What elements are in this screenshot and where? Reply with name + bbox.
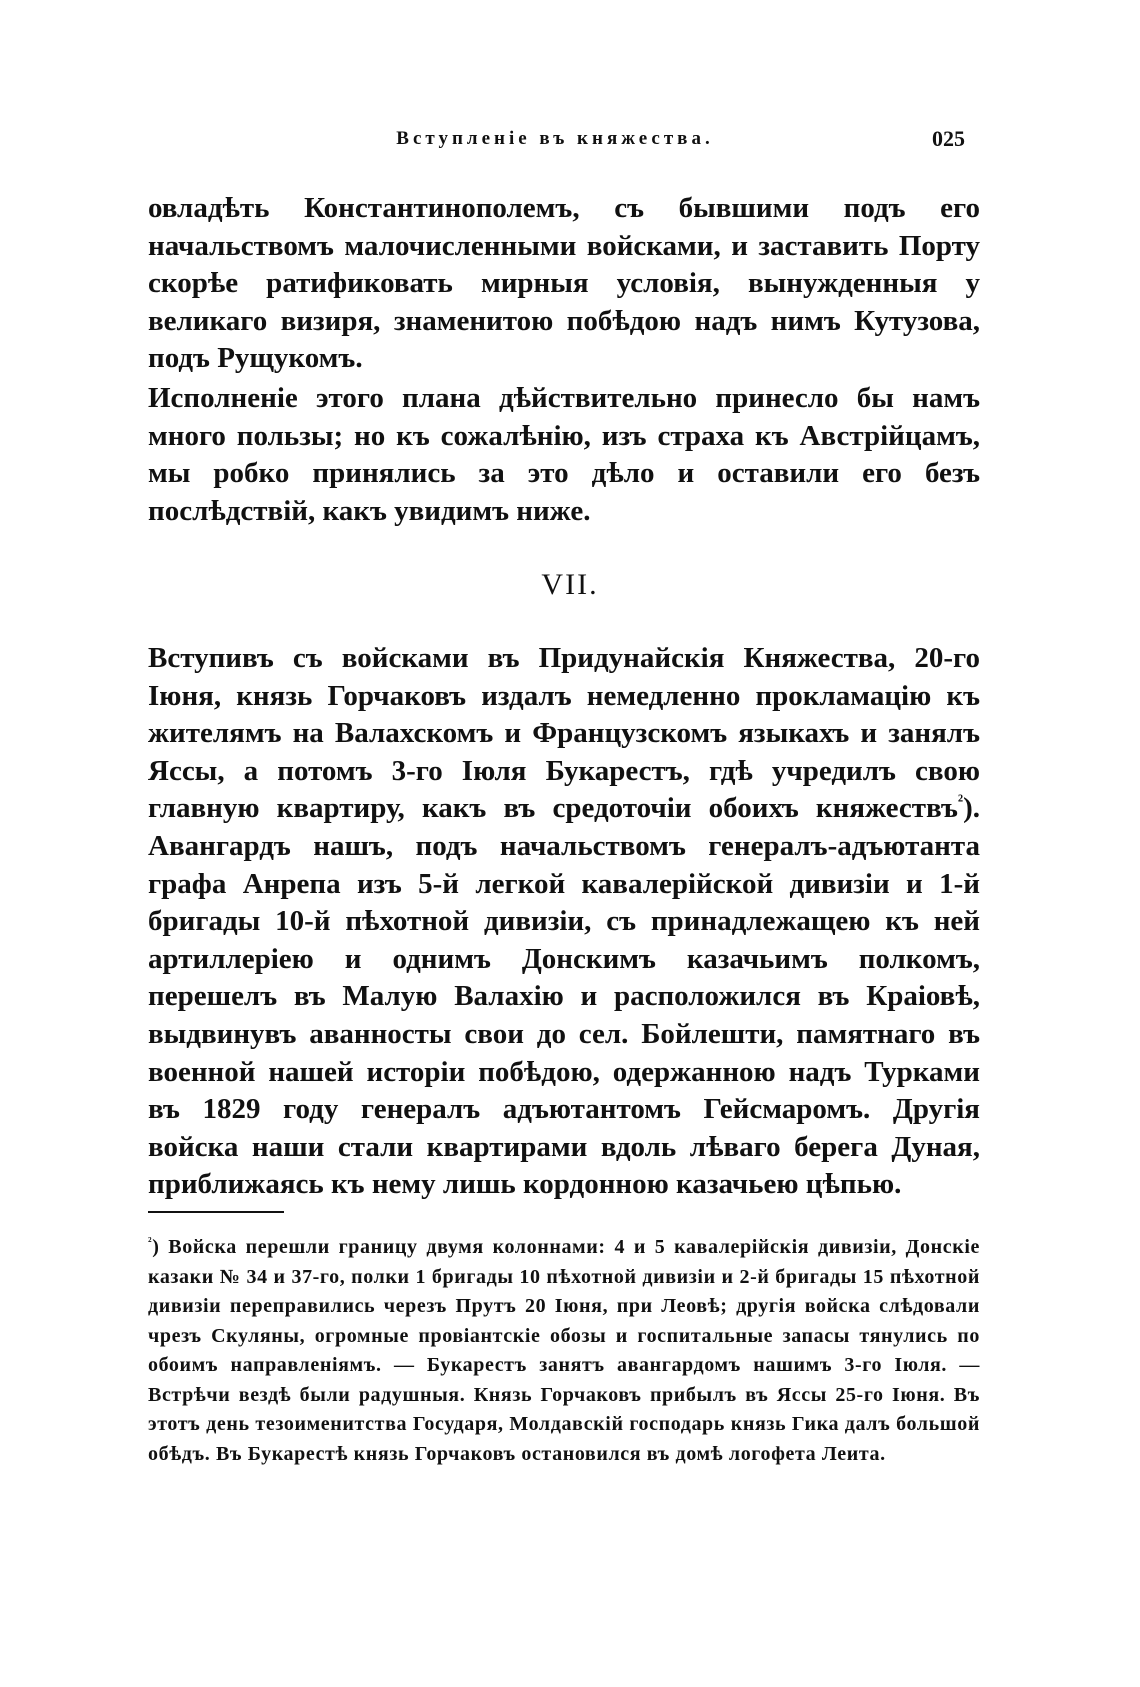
paragraph-2: Исполненіе этого плана дѣйствительно принесло бы намъ много пользы; но къ сожалѣнію, изъ страха къ Австрійцамъ, мы робко принялись за это дѣло и оставили его безъ послѣдствій, какъ увидимъ ниже. xyxy=(148,382,980,527)
running-title: Вступленіе въ княжества. xyxy=(396,128,714,149)
footnote-text: ) Войска перешли границу двумя колоннами: 4 и 5 кавалерійскія дивизіи, Донскіе казаки № 34 и 37-го, полки 1 бригады 10 пѣхотной дивизіи и 2-й бригады 15 пѣхотной дивизіи переправились черезъ Прутъ 20 Іюня, при Леовѣ; другія войска слѣдовали чрезъ Скуляны, огромные провіантскіе обозы и госпитальные запасы тянулись по обоимъ направленіямъ. — Букарестъ занятъ авангардомъ нашимъ 3-го Іюля. — Встрѣчи вездѣ были радушныя. Князь Горчаковъ прибылъ въ Яссы 25-го Іюня. Въ этотъ день тезоименитства Государя, Молдавскій господарь князь Гика далъ большой обѣдъ. Въ Букарестѣ князь Горчаковъ остановился въ домѣ логофета Леита. xyxy=(148,1236,980,1465)
page-number: 025 xyxy=(932,126,965,151)
footnote-divider xyxy=(148,1211,284,1213)
paragraph-1: овладѣть Константинополемъ, съ бывшими подъ его начальствомъ малочисленными войсками, и заставить Порту скорѣе ратификовать мирныя условія, вынужденныя у великаго визиря, знаменитою побѣдою надъ нимъ Кутузова, подъ Рущукомъ. xyxy=(148,192,980,374)
section-paragraph-text-cont: ). Авангардъ нашъ, подъ начальствомъ генералъ-адъютанта графа Анрепа изъ 5-й легкой кавалерійской дивизіи и 1-й бригады 10-й пѣхотной дивизіи, съ принадлежащею къ ней артиллеріею и однимъ Донскимъ казачьимъ полкомъ, перешелъ въ Малую Валахію и расположился въ Краіовѣ, выдвинувъ аванносты свои до сел. Бойлешти, памятнаго въ военной нашей исторіи побѣдою, одержанною надъ Турками въ 1829 году генералъ адъютантомъ Гейсмаромъ. Другія войска наши стали квартирами вдоль лѣваго берега Дуная, приближаясь къ нему лишь кордонною казачьею цѣпью. xyxy=(148,792,980,1201)
footnote xyxy=(148,1233,980,1469)
footnote-marker: ² xyxy=(148,1234,153,1249)
section-heading: VII. xyxy=(541,568,599,601)
section-paragraph xyxy=(148,640,980,1204)
footnote-reference: ² xyxy=(957,790,964,811)
section-paragraph-text: Вступивъ съ войсками въ Придунайскія Княжества, 20-го Іюня, князь Горчаковъ издалъ немедленно прокламацію къ жителямъ на Валахскомъ и Французскомъ языкахъ и занялъ Яссы, а потомъ 3-го Іюля Букарестъ, гдѣ учредилъ свою главную квартиру, какъ въ средоточіи обоихъ княжествъ xyxy=(148,642,980,825)
page-header xyxy=(145,128,965,158)
